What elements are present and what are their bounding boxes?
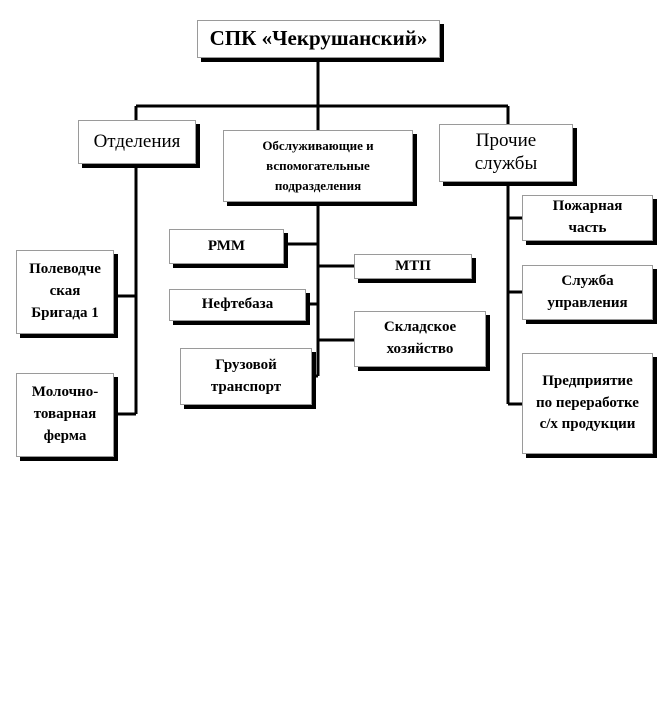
management-service-node: Служба управления (522, 265, 653, 320)
fire-department-node: Пожарная часть (522, 195, 653, 241)
warehouse-node: Складское хозяйство (354, 311, 486, 367)
mtp-node: МТП (354, 254, 472, 279)
divisions-node: Отделения (78, 120, 196, 164)
field-brigade-node: Полеводче ская Бригада 1 (16, 250, 114, 334)
rmm-node: РММ (169, 229, 284, 264)
oil-base-node: Нефтебаза (169, 289, 306, 321)
services-node: Обслуживающие и вспомогательные подразделения (223, 130, 413, 202)
other-services-node: Прочие службы (439, 124, 573, 182)
processing-enterprise-node: Предприятие по переработке с/х продукции (522, 353, 653, 454)
freight-transport-node: Грузовой транспорт (180, 348, 312, 405)
root-node: СПК «Чекрушанский» (197, 20, 440, 58)
dairy-farm-node: Молочно- товарная ферма (16, 373, 114, 457)
